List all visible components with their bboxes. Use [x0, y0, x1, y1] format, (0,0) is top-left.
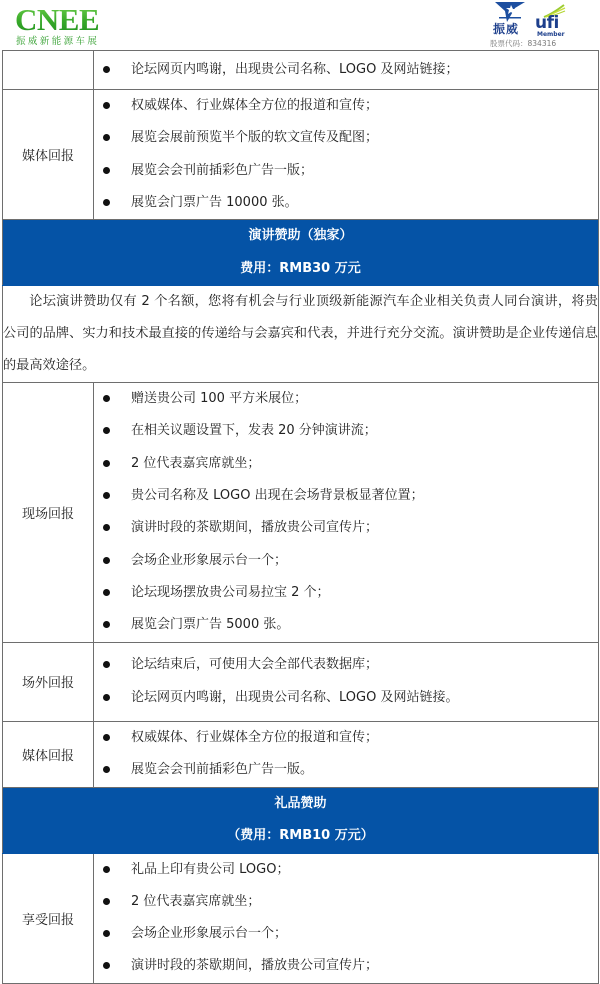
bullet-icon [103, 395, 110, 402]
partner-logos [490, 2, 570, 48]
list-item: 演讲时段的茶歇期间，播放贵公司宣传片； [94, 512, 598, 544]
bullet-icon [103, 524, 110, 531]
cnee-logo-wordmark: CNEE [15, 2, 100, 37]
bullet-icon [103, 167, 110, 174]
gift-benefits-list [94, 854, 598, 983]
offsite-returns-list [94, 649, 598, 714]
list-item: 展览会会刊前插彩色广告一版； [94, 155, 598, 187]
bullet-icon [103, 66, 110, 73]
zhenwei-star-icon [495, 2, 525, 22]
list-item: 贵公司名称及 LOGO 出现在会场背景板显著位置； [94, 480, 598, 512]
media-returns-row [3, 721, 599, 787]
list-item: 赠送贵公司 100 平方米展位； [94, 383, 598, 415]
cnee-logo-subtitle: 振威新能源车展 [16, 36, 100, 47]
bullet-icon [103, 589, 110, 596]
stock-code: 股票代码：834316 [490, 39, 557, 48]
media-returns-list [94, 90, 598, 219]
speech-description: 论坛演讲赞助仅有 2 个名额，您将有机会与行业顶级新能源汽车企业相关负责人同台演讲，将贵公司的品牌、实力和技术最直接的传递给与会嘉宾和代表，并进行充分交流。演讲赞助是企业传递信息的最高效途径。 [3, 294, 598, 374]
onsite-returns-row [3, 383, 599, 642]
list-item: 展览会会刊前插彩色广告一版。 [94, 754, 598, 786]
list-item: 会场企业形象展示台一个； [94, 545, 598, 577]
bullet-icon [103, 766, 110, 773]
bullet-icon [103, 102, 110, 109]
ufi-logo-text: ufi [535, 13, 559, 33]
list-item: 演讲时段的茶歇期间，播放贵公司宣传片； [94, 950, 598, 982]
row-label: 媒体回报 [3, 90, 94, 220]
list-item: 2 位代表嘉宾席就坐； [94, 886, 598, 918]
gift-sponsorship-header [3, 787, 599, 853]
list-item: 在相关议题设置下，发表 20 分钟演讲流； [94, 415, 598, 447]
bullet-icon [103, 492, 110, 499]
cnee-logo [15, 2, 115, 49]
continued-list [94, 54, 598, 86]
row-label: 现场回报 [3, 383, 94, 642]
list-item: 会场企业形象展示台一个； [94, 918, 598, 950]
media-returns-row-top [3, 90, 599, 220]
section-title: 礼品赞助 [274, 795, 327, 811]
media-returns-list [94, 722, 598, 787]
list-item: 论坛结束后，可使用大会全部代表数据库； [94, 649, 598, 681]
list-item: 论坛网页内鸣谢，出现贵公司名称、LOGO 及网站链接； [94, 54, 598, 86]
bullet-icon [103, 134, 110, 141]
list-item: 论坛网页内鸣谢，出现贵公司名称、LOGO 及网站链接。 [94, 682, 598, 714]
list-item: 展览会门票广告 5000 张。 [94, 609, 598, 641]
list-item: 展览会门票广告 10000 张。 [94, 187, 598, 219]
bullet-icon [103, 427, 110, 434]
list-item: 论坛现场摆放贵公司易拉宝 2 个； [94, 577, 598, 609]
list-item: 礼品上印有贵公司 LOGO； [94, 854, 598, 886]
section-fee: （费用：RMB10 万元） [227, 828, 374, 844]
bullet-icon [103, 866, 110, 873]
page-header [0, 0, 600, 50]
continued-row [3, 51, 599, 90]
ufi-member-logo [532, 2, 568, 36]
zhenwei-logo [493, 2, 527, 36]
bullet-icon [103, 199, 110, 206]
bullet-icon [103, 898, 110, 905]
bullet-icon [103, 962, 110, 969]
speech-description-row [3, 286, 599, 383]
offsite-returns-row [3, 642, 599, 721]
row-label: 场外回报 [3, 642, 94, 721]
list-item: 展览会展前预览半个版的软文宣传及配图； [94, 122, 598, 154]
gift-benefits-row [3, 853, 599, 983]
ufi-member-text: Member [537, 31, 565, 38]
section-fee: 费用：RMB30 万元 [240, 260, 361, 276]
bullet-icon [103, 694, 110, 701]
bullet-icon [103, 557, 110, 564]
list-item: 权威媒体、行业媒体全方位的报道和宣传； [94, 722, 598, 754]
bullet-icon [103, 734, 110, 741]
onsite-returns-list [94, 383, 598, 641]
zhenwei-logo-text: 振威 [493, 22, 520, 36]
bullet-icon [103, 621, 110, 628]
bullet-icon [103, 661, 110, 668]
row-label: 享受回报 [3, 853, 94, 983]
continued-row-label [3, 51, 94, 90]
speech-sponsorship-header [3, 220, 599, 286]
bullet-icon [103, 930, 110, 937]
row-label: 媒体回报 [3, 721, 94, 787]
section-title: 演讲赞助（独家） [248, 228, 353, 244]
list-item: 2 位代表嘉宾席就坐； [94, 448, 598, 480]
bullet-icon [103, 460, 110, 467]
sponsorship-table [2, 50, 599, 984]
list-item: 权威媒体、行业媒体全方位的报道和宣传； [94, 90, 598, 122]
